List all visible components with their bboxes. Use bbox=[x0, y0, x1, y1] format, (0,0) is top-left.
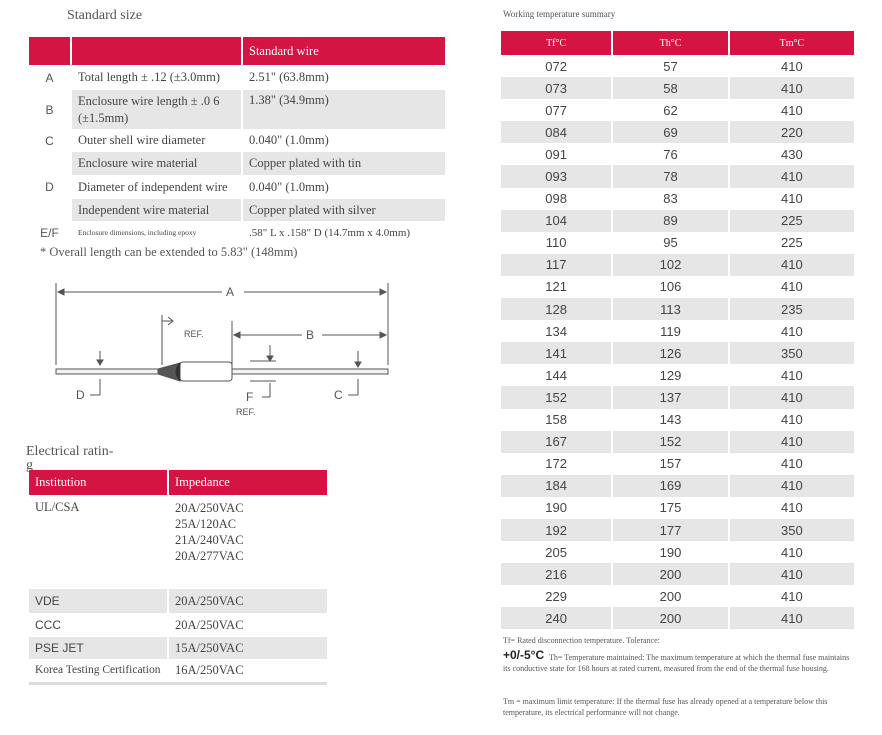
electrical-rating-title: Electrical ratin-g bbox=[26, 444, 114, 473]
impedance-line: 16A/250VAC bbox=[168, 659, 327, 683]
table-row bbox=[501, 254, 854, 276]
tm-value: 225 bbox=[729, 232, 854, 254]
fuse-body bbox=[180, 362, 232, 381]
row-value: 2.51" (63.8mm) bbox=[242, 66, 445, 90]
table-row bbox=[29, 637, 327, 659]
tm-value: 410 bbox=[729, 55, 854, 77]
th-value: 83 bbox=[612, 188, 729, 210]
tf-value: 104 bbox=[501, 210, 612, 232]
row-code: B bbox=[29, 90, 71, 130]
row-code: D bbox=[29, 176, 71, 199]
tm-value: 410 bbox=[729, 541, 854, 563]
tm-value: 350 bbox=[729, 342, 854, 364]
th-value: 57 bbox=[612, 55, 729, 77]
table-row bbox=[501, 77, 854, 99]
tf-value: 158 bbox=[545, 412, 567, 428]
th-value: 200 bbox=[612, 585, 729, 607]
table-row bbox=[29, 199, 445, 222]
tf-value: 117 bbox=[501, 254, 612, 276]
table-row bbox=[29, 152, 445, 176]
th-value: 89 bbox=[612, 210, 729, 232]
tf-value: 216 bbox=[501, 563, 612, 585]
length-note: * Overall length can be extended to 5.83" (148mm) bbox=[40, 245, 298, 259]
tm-value: 410 bbox=[729, 188, 854, 210]
tm-value: 235 bbox=[729, 298, 854, 320]
working-temp-title: Working temperature summary bbox=[503, 9, 616, 19]
tm-value: 410 bbox=[729, 276, 854, 298]
header-blank-1 bbox=[29, 37, 71, 66]
table-row bbox=[29, 90, 445, 130]
row-value: 1.38" (34.9mm) bbox=[242, 90, 445, 130]
table-row bbox=[501, 188, 854, 210]
th-value: 106 bbox=[612, 276, 729, 298]
tf-value: 110 bbox=[545, 235, 567, 251]
tm-value: 410 bbox=[729, 453, 854, 475]
tf-value: 134 bbox=[545, 323, 567, 339]
arrow-icon bbox=[58, 289, 64, 295]
table-row bbox=[29, 66, 445, 90]
header-tm: Tm°C bbox=[729, 31, 854, 55]
institution-name: VDE bbox=[29, 589, 168, 613]
tf-value: 128 bbox=[501, 298, 612, 320]
tf-value: 167 bbox=[501, 431, 612, 453]
th-value: 78 bbox=[612, 165, 729, 187]
table-row bbox=[29, 589, 327, 613]
th-value: 200 bbox=[612, 563, 729, 585]
th-value: 69 bbox=[612, 121, 729, 143]
header-th: Th°C bbox=[612, 31, 729, 55]
tm-value: 410 bbox=[729, 386, 854, 408]
header-tf: Tf°C bbox=[546, 37, 567, 49]
tm-value: 410 bbox=[729, 607, 854, 629]
table-row bbox=[501, 320, 854, 342]
table-row bbox=[501, 607, 854, 629]
header-impedance: Impedance bbox=[168, 470, 327, 495]
th-value: 129 bbox=[612, 364, 729, 386]
row-name: Enclosure dimensions, including epoxy bbox=[71, 222, 242, 244]
tf-value: 077 bbox=[545, 102, 567, 118]
tf-value: 152 bbox=[501, 386, 612, 408]
row-name: Independent wire material bbox=[71, 199, 242, 222]
th-value: 177 bbox=[612, 519, 729, 541]
working-temp-body bbox=[501, 55, 854, 629]
tf-value: 229 bbox=[545, 588, 567, 604]
row-code bbox=[29, 152, 71, 176]
tm-value: 410 bbox=[729, 585, 854, 607]
th-value: 143 bbox=[612, 409, 729, 431]
working-temp-header bbox=[501, 31, 854, 55]
tf-value: 172 bbox=[545, 456, 567, 472]
table-row bbox=[501, 276, 854, 298]
footnote-tm: Tm = maximum limit temperature: If the thermal fuse has already opened at a temperature below this temperature, its electrical performance will not change. bbox=[503, 697, 828, 717]
label-c: C bbox=[334, 388, 343, 402]
tf-value: 141 bbox=[501, 342, 612, 364]
tf-value: 121 bbox=[545, 279, 567, 295]
tm-value: 350 bbox=[729, 519, 854, 541]
ref-label-top: REF. bbox=[184, 329, 204, 339]
tm-value: 410 bbox=[729, 497, 854, 519]
tm-value: 410 bbox=[729, 563, 854, 585]
tm-value: 410 bbox=[729, 320, 854, 342]
tm-value: 410 bbox=[729, 431, 854, 453]
arrow-icon bbox=[234, 332, 240, 338]
tf-value: 072 bbox=[545, 58, 567, 74]
tm-value: 430 bbox=[729, 143, 854, 165]
table-row bbox=[501, 585, 854, 607]
th-value: 62 bbox=[612, 99, 729, 121]
impedance-line: 25A/120AC bbox=[175, 517, 237, 531]
tm-value: 220 bbox=[729, 121, 854, 143]
footnote-th: Th= Temperature maintained: The maximum temperature at which the thermal fuse maintains its conductive state for 168 hours at rated current, measured from the end of the thermal fuse housing. bbox=[503, 653, 850, 673]
th-value: 152 bbox=[612, 431, 729, 453]
tf-value: 184 bbox=[501, 475, 612, 497]
table-row bbox=[501, 364, 854, 386]
tm-value: 410 bbox=[729, 165, 854, 187]
impedance-values bbox=[168, 495, 327, 589]
standard-size-title: Standard size bbox=[67, 8, 143, 23]
th-value: 137 bbox=[612, 386, 729, 408]
header-blank-2 bbox=[71, 37, 242, 66]
tf-value: 091 bbox=[545, 146, 567, 162]
th-value: 119 bbox=[612, 320, 729, 342]
electrical-rating-table bbox=[29, 470, 327, 685]
th-value: 76 bbox=[612, 143, 729, 165]
table-row bbox=[29, 495, 327, 589]
row-value: .58" L x .158" D (14.7mm x 4.0mm) bbox=[242, 222, 445, 244]
table-row bbox=[29, 130, 445, 152]
tf-value: 240 bbox=[501, 607, 612, 629]
th-value: 169 bbox=[612, 475, 729, 497]
arrow-icon bbox=[380, 332, 386, 338]
table-row bbox=[501, 431, 854, 453]
tm-value: 410 bbox=[729, 409, 854, 431]
arrow-icon bbox=[355, 362, 361, 367]
row-code: C bbox=[29, 130, 71, 152]
th-value: 58 bbox=[612, 77, 729, 99]
label-f: F bbox=[246, 390, 254, 404]
tf-value: 084 bbox=[501, 121, 612, 143]
tf-value: 098 bbox=[545, 191, 567, 207]
label-b: B bbox=[306, 328, 315, 342]
tf-value: 144 bbox=[545, 367, 567, 383]
table-row bbox=[501, 121, 854, 143]
standard-size-header bbox=[29, 37, 445, 66]
arrow-icon bbox=[97, 360, 103, 365]
institution-name: PSE JET bbox=[29, 637, 168, 659]
working-temp-table bbox=[501, 31, 854, 629]
table-row bbox=[29, 176, 445, 199]
institution-name: Korea Testing Certification bbox=[35, 664, 161, 677]
fuse-dimension-diagram bbox=[40, 275, 400, 425]
table-row bbox=[29, 222, 445, 244]
table-row bbox=[501, 519, 854, 541]
table-row bbox=[501, 210, 854, 232]
row-name: Outer shell wire diameter bbox=[71, 130, 242, 152]
row-name: Enclosure wire length ± .0 6 (±1.5mm) bbox=[71, 90, 242, 130]
arrow-icon bbox=[267, 356, 273, 361]
institution-name: UL/CSA bbox=[35, 500, 80, 514]
table-row bbox=[501, 165, 854, 187]
row-value: 0.040" (1.0mm) bbox=[242, 176, 445, 199]
row-value: 0.040" (1.0mm) bbox=[242, 130, 445, 152]
header-institution: Institution bbox=[35, 475, 87, 489]
tf-value: 205 bbox=[545, 544, 567, 560]
tf-value: 192 bbox=[501, 519, 612, 541]
row-value: Copper plated with silver bbox=[242, 199, 445, 222]
impedance-line: 20A/250VAC bbox=[168, 613, 327, 637]
th-value: 200 bbox=[612, 607, 729, 629]
impedance-line: 15A/250VAC bbox=[168, 637, 327, 659]
header-standard-wire: Standard wire bbox=[242, 37, 445, 66]
arrow-icon bbox=[380, 289, 386, 295]
tm-value: 410 bbox=[729, 99, 854, 121]
table-row bbox=[501, 342, 854, 364]
standard-size-table bbox=[29, 37, 445, 244]
th-value: 95 bbox=[612, 232, 729, 254]
table-row bbox=[501, 497, 854, 519]
label-a: A bbox=[226, 285, 235, 299]
impedance-line: 20A/277VAC bbox=[175, 549, 244, 563]
tm-value: 410 bbox=[729, 364, 854, 386]
tf-value: 073 bbox=[501, 77, 612, 99]
footnote-tf: Tf= Rated disconnection temperature. Tolerance: bbox=[503, 636, 660, 645]
th-value: 190 bbox=[612, 541, 729, 563]
label-d: D bbox=[76, 388, 85, 402]
ref-label-bottom: REF. bbox=[236, 407, 256, 417]
table-row bbox=[501, 55, 854, 77]
tm-value: 410 bbox=[729, 77, 854, 99]
row-code: E/F bbox=[29, 222, 71, 244]
row-code bbox=[29, 199, 71, 222]
th-value: 126 bbox=[612, 342, 729, 364]
row-value: Copper plated with tin bbox=[242, 152, 445, 176]
th-value: 113 bbox=[612, 298, 729, 320]
impedance-line: 20A/250VAC bbox=[175, 501, 244, 515]
table-row bbox=[501, 563, 854, 585]
institution-name: CCC bbox=[35, 618, 61, 632]
row-code: A bbox=[29, 66, 71, 90]
row-name: Total length ± .12 (±3.0mm) bbox=[71, 66, 242, 90]
tm-value: 410 bbox=[729, 475, 854, 497]
table-row bbox=[501, 453, 854, 475]
row-name: Enclosure wire material bbox=[71, 152, 242, 176]
tolerance-value: +0/-5°C bbox=[503, 648, 545, 662]
impedance-line: 20A/250VAC bbox=[168, 589, 327, 613]
table-row bbox=[501, 541, 854, 563]
tm-value: 410 bbox=[729, 254, 854, 276]
table-row bbox=[501, 409, 854, 431]
th-value: 157 bbox=[612, 453, 729, 475]
th-value: 175 bbox=[612, 497, 729, 519]
row-name: Diameter of independent wire bbox=[71, 176, 242, 199]
table-row bbox=[501, 143, 854, 165]
tm-value: 225 bbox=[729, 210, 854, 232]
table-row bbox=[501, 386, 854, 408]
table-row bbox=[501, 99, 854, 121]
table-row bbox=[501, 475, 854, 497]
impedance-line: 21A/240VAC bbox=[175, 533, 244, 547]
th-value: 102 bbox=[612, 254, 729, 276]
table-row bbox=[501, 298, 854, 320]
table-row bbox=[29, 613, 327, 637]
table-row bbox=[29, 659, 327, 683]
tf-value: 190 bbox=[545, 500, 567, 516]
tf-value: 093 bbox=[501, 165, 612, 187]
table-row bbox=[501, 232, 854, 254]
electrical-header bbox=[29, 470, 327, 495]
